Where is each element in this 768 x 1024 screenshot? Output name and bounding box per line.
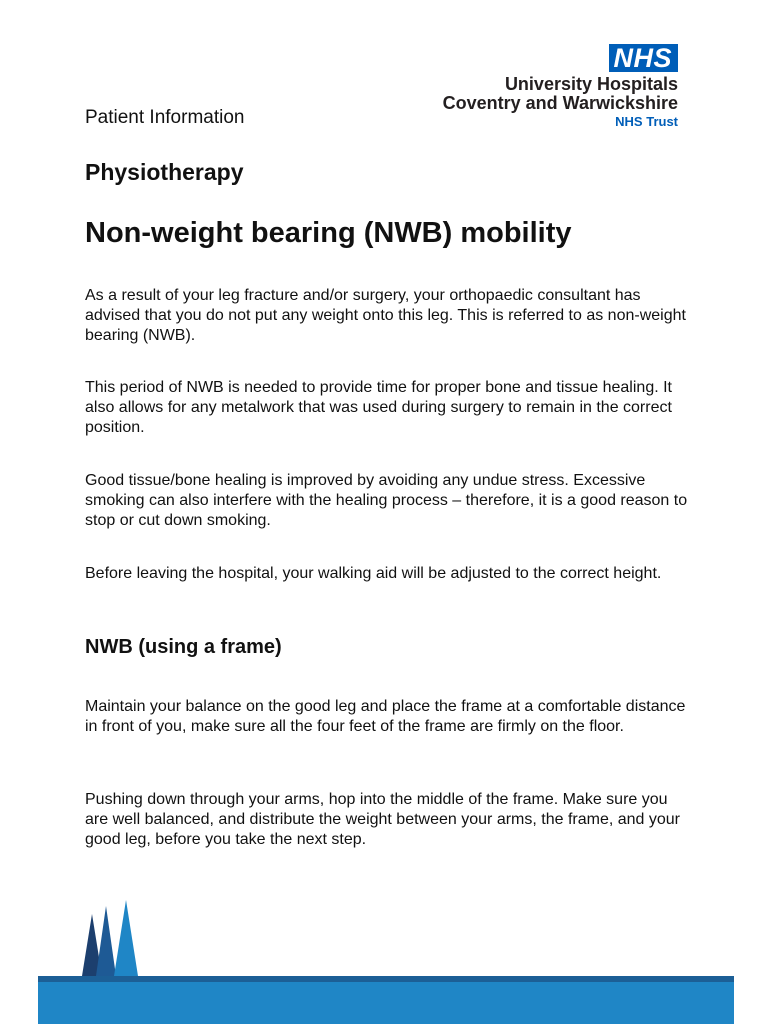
patient-information-label: Patient Information <box>85 107 245 128</box>
footer-band-shadow <box>38 976 734 982</box>
trust-label: NHS Trust <box>615 114 678 129</box>
frame-subheading: NWB (using a frame) <box>85 636 282 658</box>
section-title: Physiotherapy <box>85 159 244 185</box>
frame-hop-paragraph: Pushing down through your arms, hop into the middle of the frame. Make sure you are well balanced, and distribute the weight between your arms, the frame, and your good leg, before you take the next step. <box>85 791 680 848</box>
organisation-name-line1: University Hospitals <box>504 74 678 94</box>
intro-paragraph: As a result of your leg fracture and/or surgery, your orthopaedic consultant has advised that you do not put any weight onto this leg. This is referred to as non-weight bearing (NWB). <box>85 287 686 344</box>
page-title: Non-weight bearing (NWB) mobility <box>85 217 572 249</box>
nhs-badge: NHS <box>609 44 678 72</box>
nhs-logo <box>418 44 678 129</box>
smoking-paragraph: Good tissue/bone healing is improved by avoiding any undue stress. Excessive smoking can also interfere with the healing process – therefore, it is a good reason to stop or cut down smoking. <box>85 472 688 529</box>
walking-aid-paragraph: Before leaving the hospital, your walking aid will be adjusted to the correct height. <box>85 565 662 582</box>
frame-balance-paragraph: Maintain your balance on the good leg and place the frame at a comfortable distance in front of you, make sure all the four feet of the frame are firmly on the floor. <box>85 698 686 735</box>
organisation-name-line2: Coventry and Warwickshire <box>442 93 678 113</box>
spire-middle <box>96 906 116 976</box>
footer-spire-graphic <box>0 890 768 1024</box>
spire-right <box>114 900 138 976</box>
footer-band <box>38 976 734 1024</box>
organisation-name <box>418 75 678 113</box>
healing-time-paragraph: This period of NWB is needed to provide time for proper bone and tissue healing. It also allows for any metalwork that was used during surgery to remain in the correct position. <box>85 379 672 436</box>
